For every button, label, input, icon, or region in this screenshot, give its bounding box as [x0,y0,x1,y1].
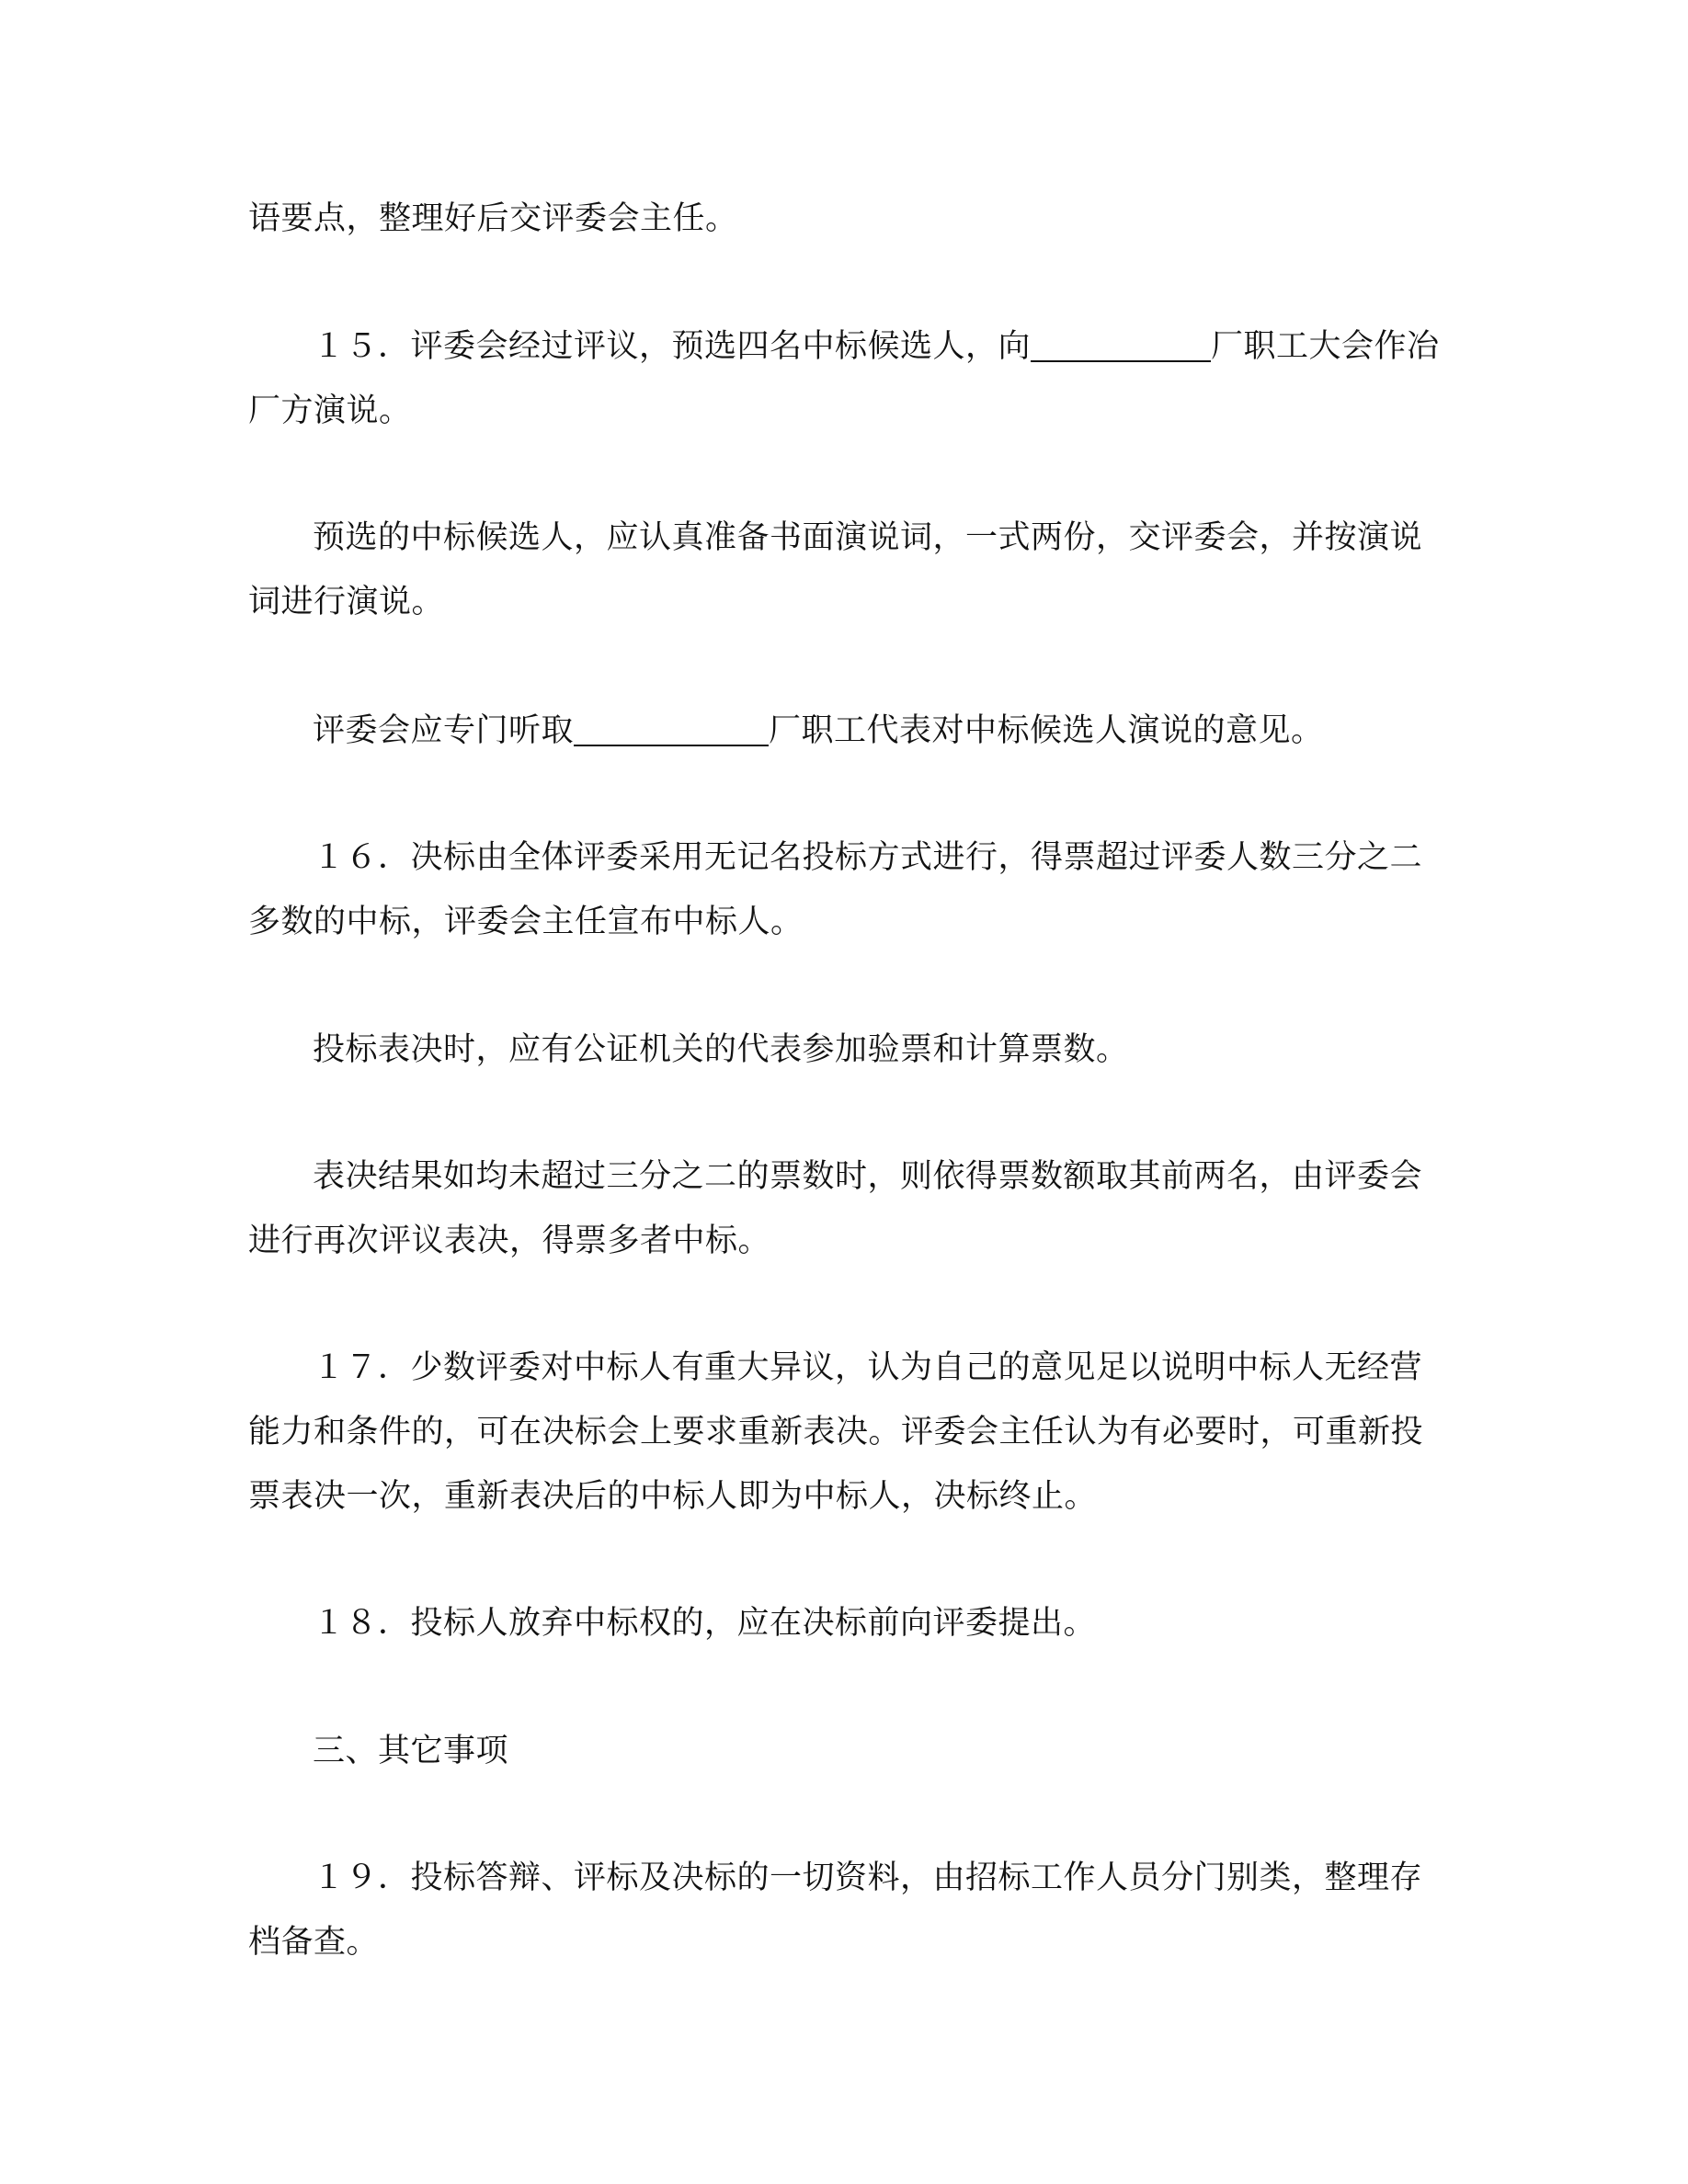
text-line: 预选的中标候选人，应认真准备书面演说词，一式两份，交评委会，并按演说 [313,519,1423,556]
paragraph [248,506,1434,634]
text-segment: 评委会应专门听取 [313,712,575,749]
paragraph-item-15 [248,314,1440,443]
paragraph [248,1144,1434,1273]
paragraph-item-18 [248,1591,1434,1655]
text-line: 进行再次评议表决，得票多者中标。 [248,1223,771,1259]
text-line: １９．投标答辩、评标及决标的一切资料，由招标工作人员分门别类，整理存 [313,1860,1423,1896]
fill-in-blank [574,711,769,746]
text-line: １６．决标由全体评委采用无记名投标方式进行，得票超过评委人数三分之二 [313,839,1423,876]
text-line: １７．少数评委对中标人有重大异议，认为自己的意见足以说明中标人无经营 [313,1349,1423,1386]
text-line: 投标表决时，应有公证机关的代表参加验票和计算票数。 [313,1031,1129,1068]
paragraph-item-17 [248,1336,1434,1529]
text-segment: 厂职工代表对中标候选人演说的意见。 [769,712,1324,749]
text-line: 三、其它事项 [313,1733,509,1769]
paragraph [248,187,1434,251]
text-line: 档备查。 [248,1924,380,1961]
paragraph-item-19 [248,1846,1434,1974]
text-line: 词进行演说。 [248,584,445,620]
paragraph [248,699,1434,763]
section-heading [248,1719,1434,1783]
text-line: 能力和条件的，可在决标会上要求重新表决。评委会主任认为有必要时，可重新投 [248,1414,1424,1450]
paragraph-item-16 [248,825,1434,954]
paragraph [248,1018,1434,1082]
text-line: 厂方演说。 [248,392,412,429]
text-line [248,699,1434,763]
text-line: １８．投标人放弃中标权的，应在决标前向评委提出。 [313,1605,1097,1642]
text-line: 语要点，整理好后交评委会主任。 [248,200,738,237]
text-segment: １５．评委会经过评议，预选四名中标候选人，向 [313,328,1032,365]
text-line: 多数的中标，评委会主任宣布中标人。 [248,904,804,940]
text-segment: 厂职工大会作冶 [1211,328,1440,365]
text-line [248,314,1440,379]
text-line: 表决结果如均未超过三分之二的票数时，则依得票数额取其前两名，由评委会 [313,1158,1423,1195]
text-line: 票表决一次，重新表决后的中标人即为中标人，决标终止。 [248,1478,1098,1515]
fill-in-blank [1031,327,1211,362]
